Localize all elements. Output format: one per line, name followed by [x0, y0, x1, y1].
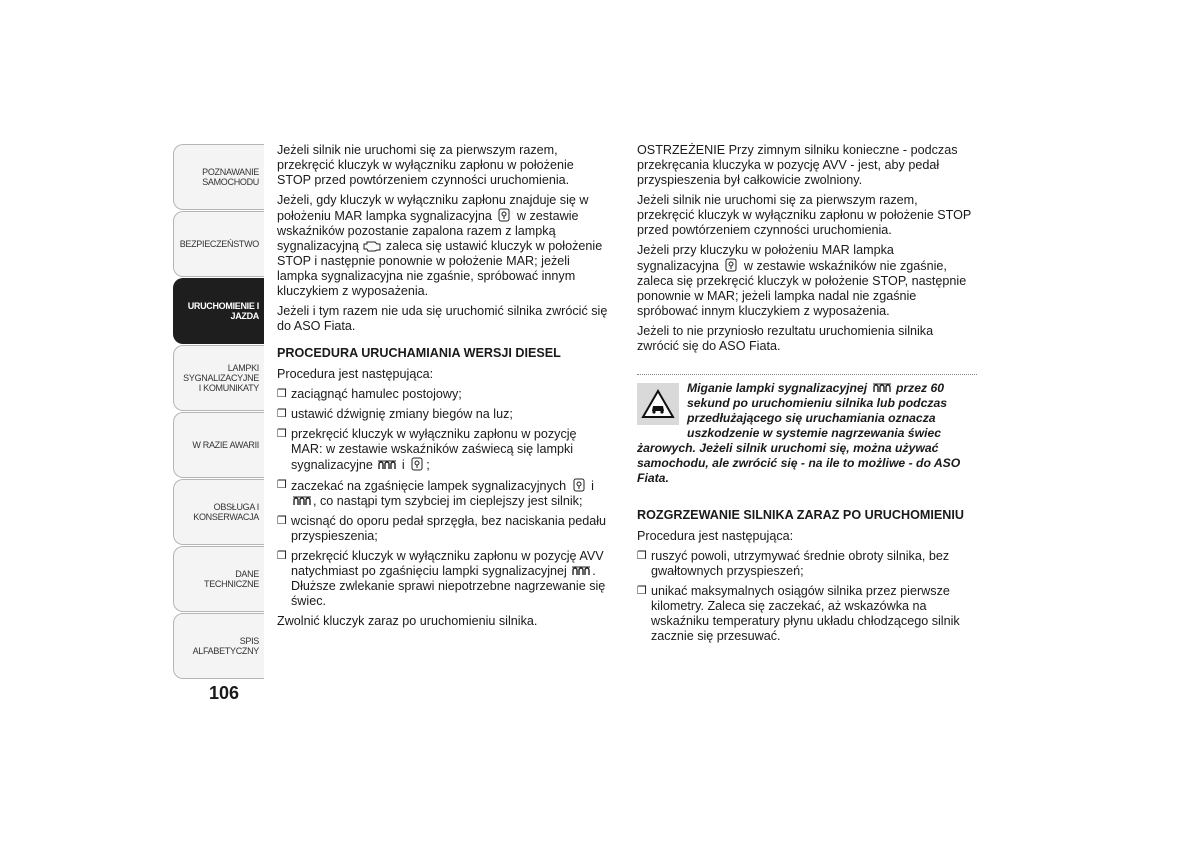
- tab-label: POZNAWANIE SAMOCHODU: [202, 167, 259, 187]
- checkbox-glyph: ❒: [277, 388, 287, 400]
- glow-plug-icon: [291, 495, 313, 507]
- text: ruszyć powoli, utrzymywać średnie obroty silnika, bez gwałtownych przyspieszeń;: [651, 549, 950, 578]
- paragraph: Zwolnić kluczyk zaraz po uruchomieniu silnika.: [277, 614, 538, 628]
- tab-label: LAMPKI SYGNALIZACYJNE I KOMUNIKATY: [183, 363, 259, 393]
- tab-dane-techniczne[interactable]: [173, 546, 264, 612]
- section-heading: PROCEDURA URUCHAMIANIA WERSJI DIESEL: [277, 346, 561, 360]
- tab-poznawanie-samochodu[interactable]: [173, 144, 264, 210]
- tab-label: DANE TECHNICZNE: [204, 569, 259, 589]
- checkbox-glyph: ❒: [637, 550, 647, 562]
- tab-label: BEZPIECZEŃSTWO: [179, 239, 259, 249]
- immobilizer-key-icon: [495, 208, 513, 222]
- list-item: [277, 407, 611, 422]
- page-number: 106: [209, 683, 240, 703]
- paragraph: Jeżeli to nie przyniosło rezultatu uruchomienia silnika zwrócić się do ASO Fiata.: [637, 324, 934, 353]
- right-column: [637, 143, 977, 649]
- checkbox-glyph: ❒: [277, 428, 287, 440]
- intro: Procedura jest następująca:: [277, 367, 434, 381]
- text: przekręcić kluczyk w wyłączniku zapłonu w pozycję AVV natychmiast po zgaśnięciu lampki sygnalizacyjnej: [291, 549, 604, 578]
- text: w zestawie wskaźników pozostanie zapalona razem z lampką sygnalizacyjną: [277, 209, 579, 253]
- tab-obsluga-i-konserwacja[interactable]: [173, 479, 264, 545]
- immobilizer-key-icon: [570, 478, 588, 492]
- text: zaczekać na zgaśnięcie lampek sygnalizacyjnych: [291, 479, 567, 493]
- immobilizer-key-icon: [722, 258, 740, 272]
- paragraph: OSTRZEŻENIE Przy zimnym silniku konieczne - podczas przekręcania kluczyka w pozycję AVV - jest, aby pedał przyspieszenia był całkowicie zwolniony.: [637, 143, 958, 187]
- glow-plug-icon: [871, 382, 893, 394]
- warning-box: [637, 374, 977, 486]
- steps-list: [277, 387, 611, 609]
- tab-label: W RAZIE AWARII: [192, 440, 259, 450]
- text: unikać maksymalnych osiągów silnika przez pierwsze kilometry. Zaleca się zaczekać, aż wskazówka na wskaźniku temperatury płynu układu chłodzącego silnik zacznie się przesuwać.: [651, 584, 960, 643]
- text: i: [401, 458, 405, 472]
- text: ;: [426, 458, 430, 472]
- paragraph: [637, 243, 977, 319]
- tab-lampki-sygnalizacyjne[interactable]: [173, 345, 264, 411]
- text: zaleca się ustawić kluczyk w położenie STOP i następnie ponownie w położenie MAR; jeżeli lampka sygnalizacyjna nie zgaśnie, spróbować innym kluczykiem z wyposażenia.: [277, 239, 603, 298]
- engine-check-icon: [362, 239, 382, 252]
- tab-uruchomienie-i-jazda[interactable]: [173, 278, 264, 344]
- paragraph: [277, 193, 611, 299]
- steps-list: [637, 549, 977, 644]
- list-item: [277, 549, 611, 609]
- list-item: [277, 478, 611, 509]
- paragraph: Jeżeli silnik nie uruchomi się za pierwszym razem, przekręcić kluczyk w wyłączniku zapłonu w położenie STOP przed powtórzeniem czynności uruchomienia.: [277, 143, 574, 187]
- glow-plug-icon: [376, 459, 398, 471]
- text: . Dłuższe zwlekanie sprawi niepotrzebne nagrzewanie się świec.: [291, 564, 606, 608]
- tab-bezpieczenstwo[interactable]: [173, 211, 264, 277]
- paragraph: Jeżeli i tym razem nie uda się uruchomić silnika zwrócić się do ASO Fiata.: [277, 304, 608, 333]
- text: przekręcić kluczyk w wyłączniku zapłonu w pozycję MAR: w zestawie wskaźników zaświecą się lampki sygnalizacyjne: [291, 427, 577, 472]
- checkbox-glyph: ❒: [277, 515, 287, 527]
- tab-spis-alfabetyczny[interactable]: [173, 613, 264, 679]
- text: , co nastąpi tym szybciej im cieplejszy jest silnik;: [313, 494, 583, 508]
- tab-label: SPIS ALFABETYCZNY: [192, 636, 259, 656]
- text: zaciągnąć hamulec postojowy;: [291, 387, 462, 401]
- text: w zestawie wskaźników nie zgaśnie, zaleca się przekręcić kluczyk w położenie STOP, następnie ponownie w MAR; jeżeli lampka nadal nie zgaśnie spróbować innym kluczykiem z wyposażenia.: [637, 259, 967, 318]
- list-item: [277, 514, 611, 544]
- section-tabs: [173, 144, 264, 680]
- text: Miganie lampki sygnalizacyjnej: [687, 381, 868, 395]
- glow-plug-icon: [570, 565, 592, 577]
- text: przez 60 sekund po uruchomieniu silnika lub podczas przedłużającego się uruchamiania oznacza uszkodzenie w systemie nagrzewania świec żarowych. Jeżeli silnik uruchomi się, można używać samochodu, ale zwrócić się - na ile to możliwe - do ASO Fiata.: [637, 381, 961, 485]
- left-column: [277, 143, 611, 634]
- immobilizer-key-icon: [408, 457, 426, 471]
- checkbox-glyph: ❒: [637, 585, 647, 597]
- text: Jeżeli, gdy kluczyk w wyłączniku zapłonu znajduje się w położeniu MAR lampka sygnalizacyjna: [277, 193, 589, 223]
- list-item: [637, 584, 977, 644]
- tab-label: OBSŁUGA I KONSERWACJA: [193, 502, 259, 522]
- section-heading: ROZGRZEWANIE SILNIKA ZARAZ PO URUCHOMIENIU: [637, 508, 964, 522]
- tab-label: URUCHOMIENIE I JAZDA: [187, 301, 259, 321]
- checkbox-glyph: ❒: [277, 408, 287, 420]
- text: wcisnąć do oporu pedał sprzęgła, bez naciskania pedału przyspieszenia;: [291, 514, 607, 543]
- text: ustawić dźwignię zmiany biegów na luz;: [291, 407, 513, 421]
- checkbox-glyph: ❒: [277, 479, 287, 491]
- intro: Procedura jest następująca:: [637, 529, 794, 543]
- checkbox-glyph: ❒: [277, 550, 287, 562]
- text: Jeżeli przy kluczyku w położeniu MAR lampka sygnalizacyjna: [637, 243, 894, 273]
- tab-w-razie-awarii[interactable]: [173, 412, 264, 478]
- list-item: [277, 427, 611, 473]
- list-item: [277, 387, 611, 402]
- car-skid-warning-icon: [637, 383, 679, 425]
- paragraph: Jeżeli silnik nie uruchomi się za pierwszym razem, przekręcić kluczyk w wyłączniku zapłonu w położenie STOP przed powtórzeniem czynności uruchomienia.: [637, 193, 972, 237]
- text: i: [591, 479, 594, 493]
- list-item: [637, 549, 977, 579]
